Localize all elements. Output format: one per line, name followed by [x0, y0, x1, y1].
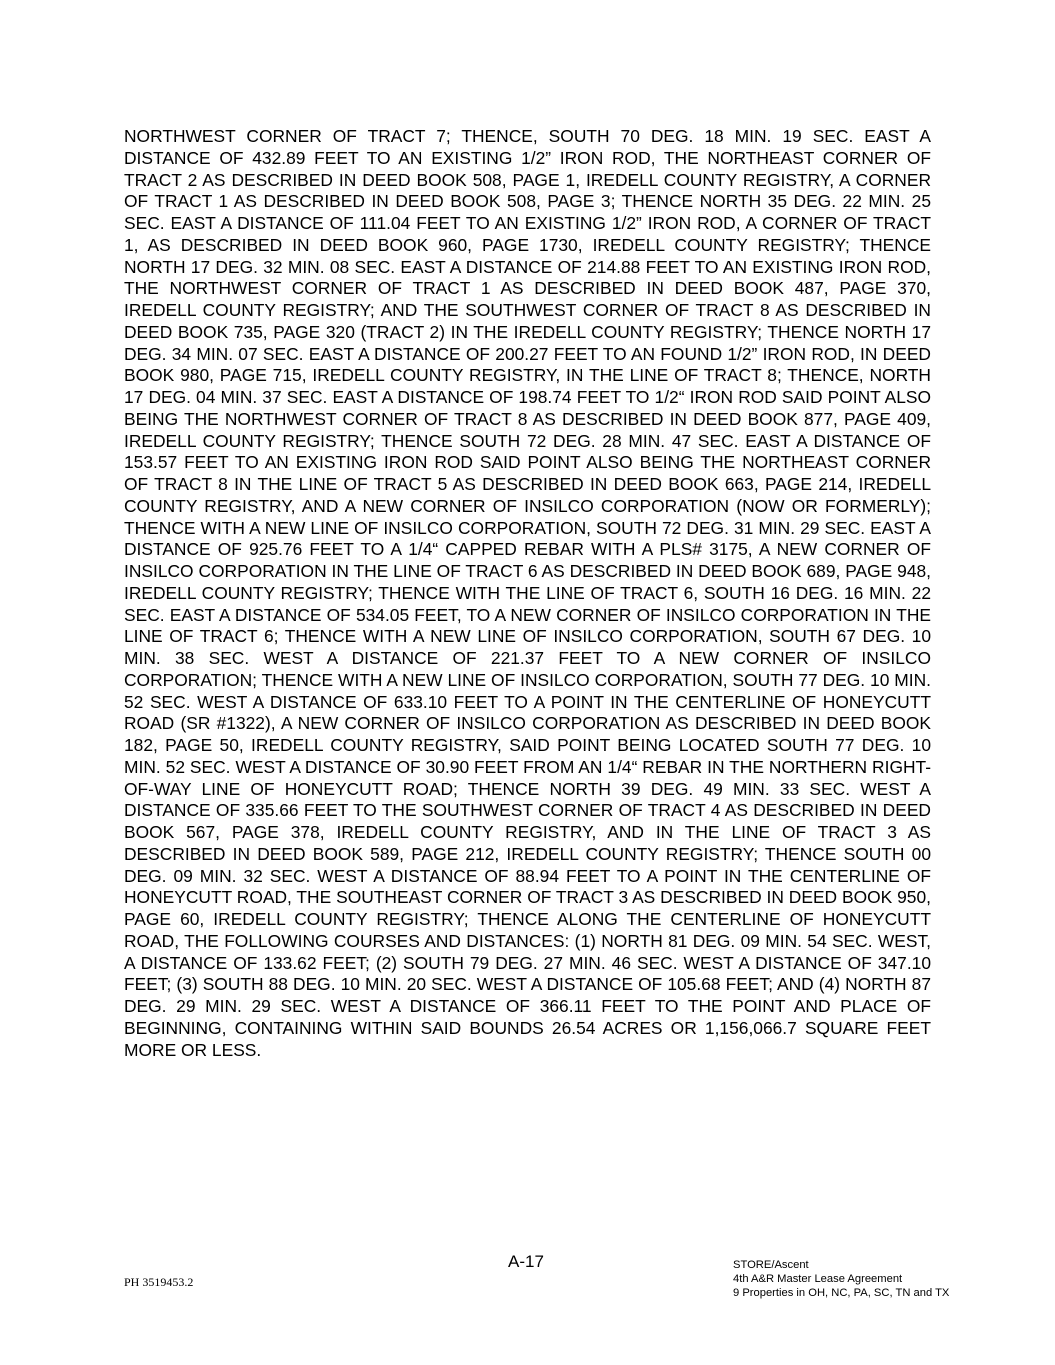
document-id: PH 3519453.2	[124, 1275, 194, 1289]
footer-line-parties: STORE/Ascent	[733, 1259, 809, 1271]
page-number: A-17	[508, 1252, 544, 1271]
footer-document-info	[733, 1258, 949, 1300]
footer-line-agreement: 4th A&R Master Lease Agreement	[733, 1273, 903, 1285]
legal-description-paragraph: NORTHWEST CORNER OF TRACT 7; THENCE, SOUTH 70 DEG. 18 MIN. 19 SEC. EAST A DISTANCE OF 432.89 FEET TO AN EXISTING 1/2” IRON ROD, THE NORTHEAST CORNER OF TRACT 2 AS DESCRIBED IN DEED BOOK 508, PAGE 1, IREDELL COUNTY REGISTRY, A CORNER OF TRACT 1 AS DESCRIBED IN DEED BOOK 508, PAGE 3; THENCE NORTH 35 DEG. 22 MIN. 25 SEC. EAST A DISTANCE OF 111.04 FEET TO AN EXISTING 1/2” IRON ROD, A CORNER OF TRACT 1, AS DESCRIBED IN DEED BOOK 960, PAGE 1730, IREDELL COUNTY REGISTRY; THENCE NORTH 17 DEG. 32 MIN. 08 SEC. EAST A DISTANCE OF 214.88 FEET TO AN EXISTING IRON ROD, THE NORTHWEST CORNER OF TRACT 1 AS DESCRIBED IN DEED BOOK 487, PAGE 370, IREDELL COUNTY REGISTRY; AND THE SOUTHWEST CORNER OF TRACT 8 AS DESCRIBED IN DEED BOOK 735, PAGE 320 (TRACT 2) IN THE IREDELL COUNTY REGISTRY; THENCE NORTH 17 DEG. 34 MIN. 07 SEC. EAST A DISTANCE OF 200.27 FEET TO AN FOUND 1/2” IRON ROD, IN DEED BOOK 980, PAGE 715, IREDELL COUNTY REGISTRY, IN THE LINE OF TRACT 8; THENCE, NORTH 17 DEG. 04 MIN. 37 SEC. EAST A DISTANCE OF 198.74 FEET TO 1/2“ IRON ROD SAID POINT ALSO BEING THE NORTHWEST CORNER OF TRACT 8 AS DESCRIBED IN DEED BOOK 877, PAGE 409, IREDELL COUNTY REGISTRY; THENCE SOUTH 72 DEG. 28 MIN. 47 SEC. EAST A DISTANCE OF 153.57 FEET TO AN EXISTING IRON ROD SAID POINT ALSO BEING THE NORTHEAST CORNER OF TRACT 8 IN THE LINE OF TRACT 5 AS DESCRIBED IN DEED BOOK 663, PAGE 214, IREDELL COUNTY REGISTRY, AND A NEW CORNER OF INSILCO CORPORATION (NOW OR FORMERLY); THENCE WITH A NEW LINE OF INSILCO CORPORATION, SOUTH 72 DEG. 31 MIN. 29 SEC. EAST A DISTANCE OF 925.76 FEET TO A 1/4“ CAPPED REBAR WITH A PLS# 3175, A NEW CORNER OF INSILCO CORPORATION IN THE LINE OF TRACT 6 AS DESCRIBED IN DEED BOOK 689, PAGE 948, IREDELL COUNTY REGISTRY; THENCE WITH THE LINE OF TRACT 6, SOUTH 16 DEG. 16 MIN. 22 SEC. EAST A DISTANCE OF 534.05 FEET, TO A NEW CORNER OF INSILCO CORPORATION IN THE LINE OF TRACT 6; THENCE WITH A NEW LINE OF INSILCO CORPORATION, SOUTH 67 DEG. 10 MIN. 38 SEC. WEST A DISTANCE OF 221.37 FEET TO A NEW CORNER OF INSILCO CORPORATION; THENCE WITH A NEW LINE OF INSILCO CORPORATION, SOUTH 77 DEG. 10 MIN. 52 SEC. WEST A DISTANCE OF 633.10 FEET TO A POINT IN THE CENTERLINE OF HONEYCUTT ROAD (SR #1322), A NEW CORNER OF INSILCO CORPORATION AS DESCRIBED IN DEED BOOK 182, PAGE 50, IREDELL COUNTY REGISTRY, SAID POINT BEING LOCATED SOUTH 77 DEG. 10 MIN. 52 SEC. WEST A DISTANCE OF 30.90 FEET FROM AN 1/4“ REBAR IN THE NORTHERN RIGHT-OF-WAY LINE OF HONEYCUTT ROAD; THENCE NORTH 39 DEG. 49 MIN. 33 SEC. WEST A DISTANCE OF 335.66 FEET TO THE SOUTHWEST CORNER OF TRACT 4 AS DESCRIBED IN DEED BOOK 567, PAGE 378, IREDELL COUNTY REGISTRY, AND IN THE LINE OF TRACT 3 AS DESCRIBED IN DEED BOOK 589, PAGE 212, IREDELL COUNTY REGISTRY; THENCE SOUTH 00 DEG. 09 MIN. 32 SEC. WEST A DISTANCE OF 88.94 FEET TO A POINT IN THE CENTERLINE OF HONEYCUTT ROAD, THE SOUTHEAST CORNER OF TRACT 3 AS DESCRIBED IN DEED BOOK 950, PAGE 60, IREDELL COUNTY REGISTRY; THENCE ALONG THE CENTERLINE OF HONEYCUTT ROAD, THE FOLLOWING COURSES AND DISTANCES: (1) NORTH 81 DEG. 09 MIN. 54 SEC. WEST, A DISTANCE OF 133.62 FEET; (2) SOUTH 79 DEG. 27 MIN. 46 SEC. WEST A DISTANCE OF 347.10 FEET; (3) SOUTH 88 DEG. 10 MIN. 20 SEC. WEST A DISTANCE OF 105.68 FEET; AND (4) NORTH 87 DEG. 29 MIN. 29 SEC. WEST A DISTANCE OF 366.11 FEET TO THE POINT AND PLACE OF BEGINNING, CONTAINING WITHIN SAID BOUNDS 26.54 ACRES OR 1,156,066.7 SQUARE FEET MORE OR LESS.	[124, 126, 931, 1060]
footer-line-properties: 9 Properties in OH, NC, PA, SC, TN and TX	[733, 1287, 950, 1299]
